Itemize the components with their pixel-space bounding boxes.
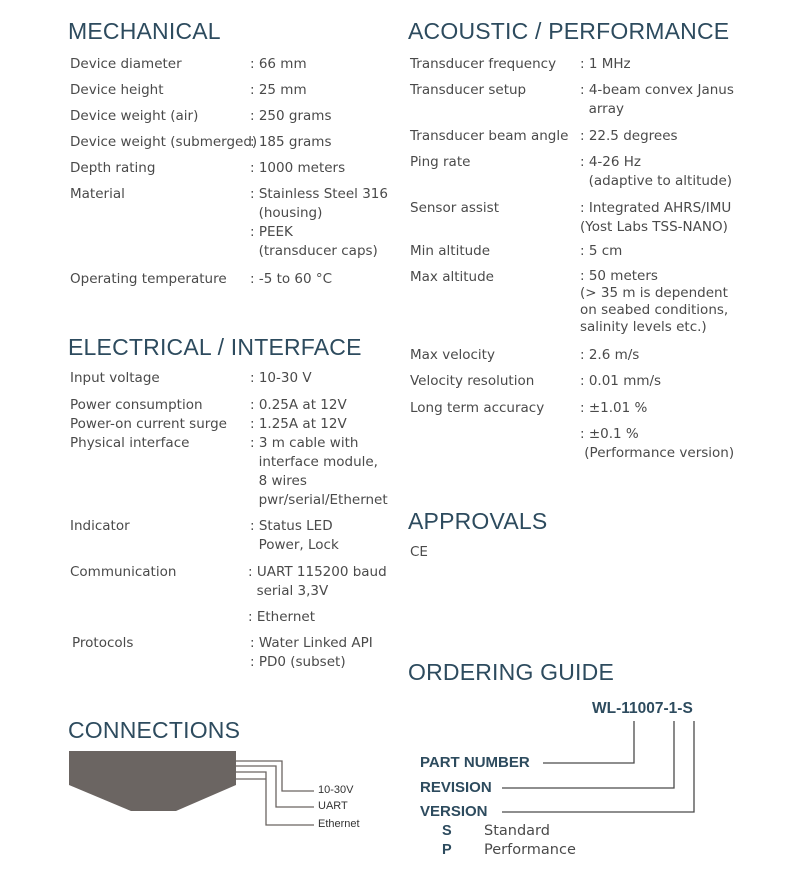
version-letter: P: [442, 842, 452, 858]
spec-label: Device weight (submerged): [70, 134, 258, 150]
spec-value: : 0.01 mm/s: [580, 373, 662, 389]
spec-value: : -5 to 60 °C: [250, 271, 333, 287]
cable-wires: [236, 761, 314, 825]
spec-value: : 22.5 degrees: [580, 128, 678, 144]
mechanical-title: MECHANICAL: [68, 18, 221, 44]
spec-value: : ±0.1 %: [580, 426, 639, 442]
part-code: WL-11007-1-S: [592, 700, 693, 717]
spec-value: (transducer caps): [250, 243, 378, 259]
spec-label: Communication: [70, 564, 177, 580]
version-label: VERSION: [420, 803, 488, 820]
approvals-text: CE: [410, 544, 428, 560]
spec-value: : Integrated AHRS/IMU: [580, 200, 732, 216]
spec-value: : PEEK: [250, 224, 293, 240]
spec-value: (> 35 m is dependent: [580, 285, 728, 301]
version-letter: S: [442, 823, 452, 839]
spec-value: : ±1.01 %: [580, 400, 648, 416]
spec-value: : 0.25A at 12V: [250, 397, 347, 413]
spec-label: Power consumption: [70, 397, 203, 413]
spec-value: (Performance version): [580, 445, 735, 461]
spec-value: array: [580, 101, 624, 117]
ordering-guide-title: ORDERING GUIDE: [408, 659, 614, 685]
electrical-title: ELECTRICAL / INTERFACE: [68, 334, 362, 360]
approvals-title: APPROVALS: [408, 508, 548, 534]
spec-value: : Ethernet: [248, 609, 315, 625]
connection-label-ethernet: Ethernet: [318, 818, 360, 830]
spec-value: Power, Lock: [250, 537, 339, 553]
spec-label: Physical interface: [70, 435, 190, 451]
spec-label: Device diameter: [70, 56, 182, 72]
spec-label: Transducer setup: [410, 82, 527, 98]
spec-label: Sensor assist: [410, 200, 499, 216]
connections-title: CONNECTIONS: [68, 717, 241, 743]
spec-value: pwr/serial/Ethernet: [250, 492, 388, 508]
spec-value: : PD0 (subset): [250, 654, 346, 670]
spec-value: serial 3,3V: [248, 583, 329, 599]
spec-value: : 1.25A at 12V: [250, 416, 347, 432]
spec-label: Depth rating: [70, 160, 156, 176]
spec-label: Max altitude: [410, 269, 494, 285]
spec-value: (housing): [250, 205, 323, 221]
spec-value: : 1000 meters: [250, 160, 346, 176]
acoustic-title: ACOUSTIC / PERFORMANCE: [408, 18, 730, 44]
spec-label: Max velocity: [410, 347, 495, 363]
version-description: Performance: [484, 842, 576, 858]
spec-value: : 2.6 m/s: [580, 347, 640, 363]
spec-value: on seabed conditions,: [580, 302, 729, 318]
spec-value: 8 wires: [250, 473, 307, 489]
spec-label: Input voltage: [70, 370, 160, 386]
spec-label: Device height: [70, 82, 164, 98]
spec-label: Power-on current surge: [70, 416, 227, 432]
part-number-label: PART NUMBER: [420, 754, 530, 771]
connection-label-power: 10-30V: [318, 784, 354, 796]
spec-label: Protocols: [72, 635, 134, 651]
spec-label: Ping rate: [410, 154, 471, 170]
spec-value: : 3 m cable with: [250, 435, 359, 451]
spec-label: Long term accuracy: [410, 400, 545, 416]
spec-value: interface module,: [250, 454, 378, 470]
spec-value: : 4-26 Hz: [580, 154, 642, 170]
version-description: Standard: [484, 823, 550, 839]
spec-value: : UART 115200 baud: [248, 564, 387, 580]
spec-label: Min altitude: [410, 243, 491, 259]
spec-label: Transducer frequency: [410, 56, 557, 72]
spec-value: : 185 grams: [250, 134, 332, 150]
spec-value: : Water Linked API: [250, 635, 373, 651]
spec-value: : 50 meters: [580, 268, 658, 284]
spec-value: : 25 mm: [250, 82, 307, 98]
spec-value: : Stainless Steel 316: [250, 186, 388, 202]
spec-value: : 1 MHz: [580, 56, 631, 72]
spec-label: Transducer beam angle: [410, 128, 569, 144]
spec-value: : 4-beam convex Janus: [580, 82, 734, 98]
spec-value: : 250 grams: [250, 108, 332, 124]
spec-label: Velocity resolution: [410, 373, 535, 389]
spec-value: : Status LED: [250, 518, 333, 534]
revision-label: REVISION: [420, 779, 492, 796]
spec-value: : 10-30 V: [250, 370, 312, 386]
connection-label-uart: UART: [318, 800, 348, 812]
spec-label: Operating temperature: [70, 271, 227, 287]
spec-value: : 5 cm: [580, 243, 623, 259]
spec-value: (Yost Labs TSS-NANO): [580, 219, 728, 235]
spec-value: : 66 mm: [250, 56, 307, 72]
spec-value: salinity levels etc.): [580, 319, 707, 335]
spec-label: Device weight (air): [70, 108, 199, 124]
spec-value: (adaptive to altitude): [580, 173, 733, 189]
device-shape: [69, 751, 236, 811]
spec-label: Material: [70, 186, 125, 202]
spec-label: Indicator: [70, 518, 130, 534]
